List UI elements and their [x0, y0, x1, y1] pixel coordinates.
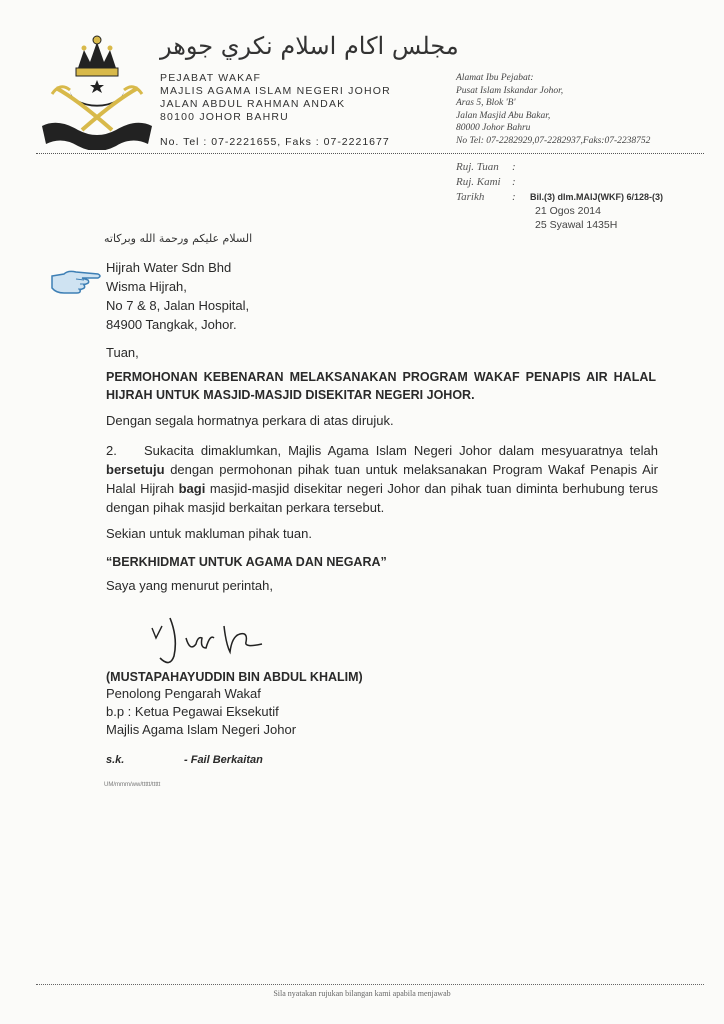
carbon-copy — [106, 754, 263, 766]
colon: : — [512, 161, 516, 173]
cc-label: s.k. — [106, 754, 125, 766]
handwritten-signature — [140, 608, 280, 672]
ruj-kami-value: Bil.(3) dlm.MAIJ(WKF) 6/128-(3) — [530, 192, 664, 202]
footer-note: Sila nyatakan rujukan bilangan kami apabila menjawab — [273, 989, 451, 998]
ruj-tuan-label: Ruj. Tuan — [456, 161, 499, 173]
hq-line: No Tel: 07-2282929,07-2282937,Faks:07-2238752 — [456, 135, 651, 146]
hq-line: Alamat Ibu Pejabat: — [456, 73, 534, 83]
cc-value: - Fail Berkaitan — [184, 754, 263, 766]
pointing-hand-icon — [50, 266, 102, 298]
greeting: Tuan, — [106, 345, 139, 360]
hq-line: Pusat Islam Iskandar Johor, — [456, 85, 564, 96]
footer-divider — [36, 984, 704, 985]
recipient-line: Wisma Hijrah, — [106, 279, 187, 294]
signatory-title: Penolong Pengarah Wakaf — [106, 686, 261, 701]
org-line: PEJABAT WAKAF — [160, 72, 262, 84]
arabic-org-name: مجلس اکام اسلام نکري جوهر — [160, 32, 459, 60]
org-line: 80100 JOHOR BAHRU — [160, 111, 289, 123]
recipient-address — [106, 258, 249, 334]
org-line: MAJLIS AGAMA ISLAM NEGERI JOHOR — [160, 85, 391, 97]
paragraph-1: Dengan segala hormatnya perkara di atas dirujuk. — [106, 413, 394, 428]
motto: “BERKHIDMAT UNTUK AGAMA DAN NEGARA” — [106, 555, 387, 569]
org-line: JALAN ABDUL RAHMAN ANDAK — [160, 98, 346, 110]
hq-line: Aras 5, Blok 'B' — [456, 98, 516, 108]
recipient-line: Hijrah Water Sdn Bhd — [106, 260, 232, 275]
paragraph-2 — [106, 441, 658, 517]
colon: : — [512, 176, 516, 188]
signatory-title: b.p : Ketua Pegawai Eksekutif — [106, 704, 279, 719]
hq-line: Jalan Masjid Abu Bakar, — [456, 110, 551, 121]
reference-block — [456, 160, 516, 205]
recipient-line: No 7 & 8, Jalan Hospital, — [106, 298, 250, 313]
signatory-titles — [106, 685, 296, 739]
letter-subject: PERMOHONAN KEBENARAN MELAKSANAKAN PROGRAM WAKAF PENAPIS AIR HALAL HIJRAH UNTUK MASJID-MASJID DISEKITAR NEGERI JOHOR. — [106, 370, 656, 402]
date-hijri: 25 Syawal 1435H — [535, 219, 618, 231]
paragraph-text: dengan permohonan pihak tuan untuk melaksanakan Program Wakaf Penapis Air Halal Hijrah — [106, 462, 658, 496]
recipient-line: 84900 Tangkak, Johor. — [106, 317, 237, 332]
head-office-address — [456, 72, 650, 147]
tarikh-label: Tarikh — [456, 191, 485, 203]
header-divider — [36, 153, 704, 154]
ruj-kami-label: Ruj. Kami — [456, 176, 501, 188]
closing-line: Saya yang menurut perintah, — [106, 578, 273, 593]
tel-fax: No. Tel : 07-2221655, Faks : 07-2221677 — [160, 136, 390, 148]
letter-dates — [535, 204, 617, 232]
paragraph-bold: bersetuju — [106, 462, 165, 477]
paragraph-bold: bagi — [178, 481, 206, 496]
paragraph-text: masjid-masjid disekitar negeri Johor dan pihak tuan diminta berhubung terus dengan pihak masjid berkaitan perkara tersebut. — [106, 481, 658, 515]
paragraph-number: 2. — [106, 443, 117, 458]
colon: : — [512, 191, 516, 203]
tiny-note: UM/mmm/ww/ttttt/ttttt — [104, 782, 161, 788]
date-gregorian: 21 Ogos 2014 — [535, 205, 601, 217]
crest-logo — [38, 30, 156, 150]
arabic-salutation: السلام عليكم ورحمة الله وبركاته — [104, 232, 253, 245]
signatory-title: Majlis Agama Islam Negeri Johor — [106, 722, 297, 737]
hq-line: 80000 Johor Bahru — [456, 123, 531, 133]
paragraph-text: Sukacita dimaklumkan, Majlis Agama Islam Negeri Johor dalam mesyuaratnya telah — [144, 443, 658, 458]
org-address — [160, 72, 391, 124]
paragraph-3: Sekian untuk makluman pihak tuan. — [106, 526, 312, 541]
signatory-name: (MUSTAPAHAYUDDIN BIN ABDUL KHALIM) — [106, 670, 363, 684]
